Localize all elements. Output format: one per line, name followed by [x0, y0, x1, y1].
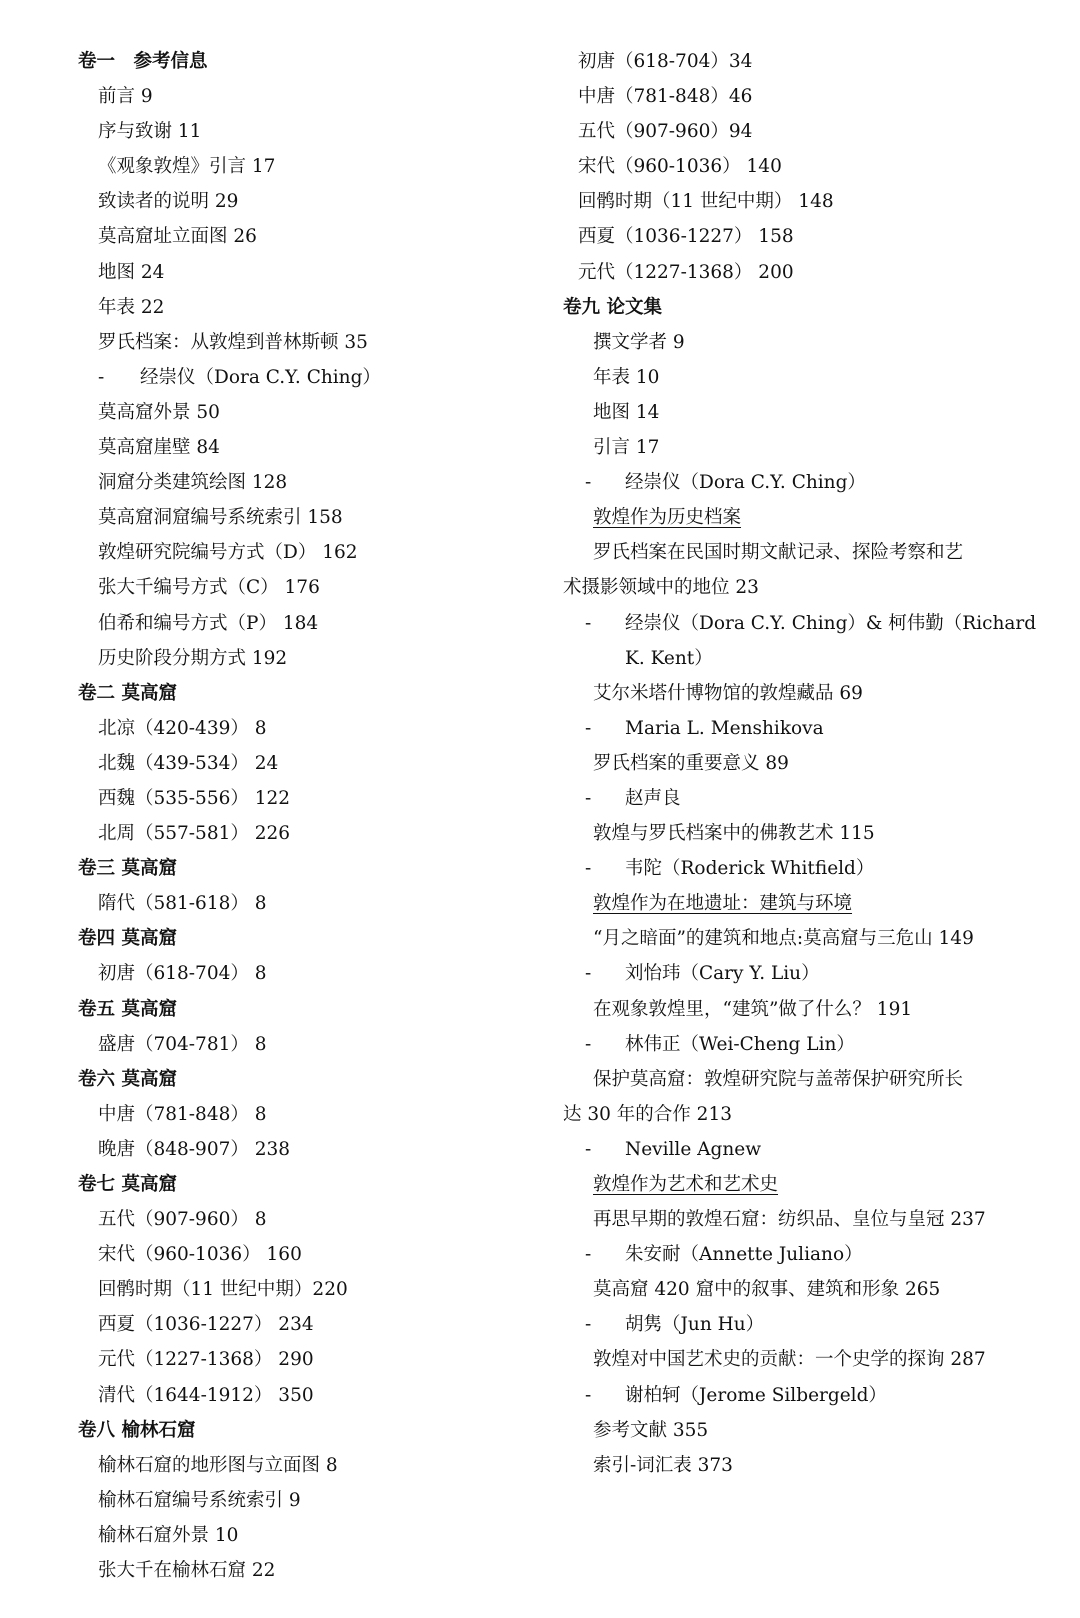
- toc-entry: [78, 1132, 518, 1167]
- toc-entry: [563, 149, 1033, 184]
- author-line: [563, 851, 1033, 886]
- author-dash: -: [585, 1138, 592, 1160]
- author-dash: -: [585, 717, 592, 739]
- toc-entry: [563, 921, 1033, 956]
- toc-entry: [78, 711, 518, 746]
- volume-heading: [78, 676, 518, 711]
- toc-entry-continuation: [563, 1097, 1033, 1132]
- toc-entry: [563, 360, 1033, 395]
- author-line: [563, 956, 1033, 991]
- toc-entry: [78, 184, 518, 219]
- toc-text: 罗氏档案的重要意义 89: [593, 752, 789, 774]
- author-dash: -: [585, 1033, 592, 1055]
- toc-text: 盛唐（704-781） 8: [98, 1033, 267, 1055]
- toc-text: 回鹘时期（11 世纪中期）220: [98, 1279, 348, 1301]
- toc-text: K. Kent）: [625, 647, 713, 669]
- toc-entry: [78, 1342, 518, 1377]
- toc-entry: [563, 44, 1033, 79]
- toc-text: 宋代（960-1036） 160: [98, 1244, 302, 1266]
- toc-text: 敦煌研究院编号方式（D） 162: [98, 542, 358, 564]
- volume-heading: [78, 1413, 518, 1448]
- toc-entry: [563, 676, 1033, 711]
- toc-entry: [78, 79, 518, 114]
- toc-text: 卷九 论文集: [563, 296, 662, 318]
- toc-entry: [78, 149, 518, 184]
- volume-heading: [563, 290, 1033, 325]
- author-dash: -: [98, 366, 105, 388]
- toc-text: 晚唐（848-907） 238: [98, 1138, 291, 1160]
- author-line: [563, 781, 1033, 816]
- toc-entry: [563, 1413, 1033, 1448]
- volume-heading: [78, 851, 518, 886]
- author-line: [563, 606, 1037, 641]
- toc-entry: [563, 535, 1033, 570]
- toc-text: 赵声良: [625, 787, 681, 809]
- toc-text: 刘怡玮（Cary Y. Liu）: [625, 963, 820, 985]
- author-dash: -: [585, 1384, 592, 1406]
- toc-text: 罗氏档案：从敦煌到普林斯顿 35: [98, 331, 368, 353]
- toc-text: 保护莫高窟：敦煌研究院与盖蒂保护研究所长: [593, 1068, 964, 1090]
- toc-text: 中唐（781-848） 8: [98, 1103, 267, 1125]
- toc-text: 序与致谢 11: [98, 121, 202, 143]
- toc-text: 莫高窟洞窟编号系统索引 158: [98, 507, 343, 529]
- toc-text: 林伟正（Wei-Cheng Lin）: [625, 1033, 855, 1055]
- volume-heading: [78, 992, 518, 1027]
- volume-heading: [78, 44, 518, 79]
- toc-text: 地图 14: [593, 401, 660, 423]
- toc-text: 历史阶段分期方式 192: [98, 647, 288, 669]
- author-line: [563, 711, 1033, 746]
- toc-entry: [78, 255, 518, 290]
- toc-text: “月之暗面”的建筑和地点:莫高窟与三危山 149: [593, 928, 974, 950]
- toc-text: 致读者的说明 29: [98, 191, 239, 213]
- toc-text: 北周（557-581） 226: [98, 823, 291, 845]
- toc-entry: [563, 1062, 1033, 1097]
- toc-text: 清代（1644-1912） 350: [98, 1384, 314, 1406]
- volume-heading: [78, 921, 518, 956]
- toc-right-column: [563, 44, 1037, 1483]
- toc-entry: [78, 1483, 518, 1518]
- toc-text: 敦煌作为历史档案: [593, 507, 742, 529]
- toc-text: 榆林石窟编号系统索引 9: [98, 1489, 301, 1511]
- toc-text: 敦煌作为艺术和艺术史: [593, 1174, 779, 1195]
- toc-text: 莫高窟 420 窟中的叙事、建筑和形象 265: [593, 1279, 941, 1301]
- toc-text: 敦煌与罗氏档案中的佛教艺术 115: [593, 823, 875, 845]
- toc-entry: [563, 325, 1033, 360]
- toc-text: 莫高窟崖壁 84: [98, 437, 220, 459]
- author-dash: -: [585, 963, 592, 985]
- author-dash: -: [585, 612, 592, 634]
- toc-entry: [78, 641, 518, 676]
- toc-entry: [78, 290, 518, 325]
- toc-text: 卷四 莫高窟: [78, 928, 177, 950]
- toc-text: 伯希和编号方式（P） 184: [98, 612, 319, 634]
- toc-text: 艾尔米塔什博物馆的敦煌藏品 69: [593, 682, 863, 704]
- toc-entry: [78, 500, 518, 535]
- toc-text: Maria L. Menshikova: [625, 717, 824, 739]
- section-heading: [563, 886, 1033, 921]
- toc-text: 索引-词汇表 373: [593, 1454, 733, 1476]
- toc-text: 年表 22: [98, 296, 165, 318]
- toc-text: 宋代（960-1036） 140: [578, 156, 782, 178]
- toc-text: 谢柏轲（Jerome Silbergeld）: [625, 1384, 887, 1406]
- toc-entry: [78, 1307, 518, 1342]
- toc-entry: [563, 746, 1033, 781]
- toc-entry: [78, 465, 518, 500]
- toc-entry: [563, 1448, 1033, 1483]
- author-line: [78, 360, 518, 395]
- toc-entry: [78, 746, 518, 781]
- toc-entry-continuation: [563, 570, 1033, 605]
- toc-text: Neville Agnew: [625, 1138, 762, 1160]
- toc-entry: [78, 886, 518, 921]
- toc-text: 五代（907-960） 8: [98, 1209, 267, 1231]
- toc-text: 卷八 榆林石窟: [78, 1419, 196, 1441]
- toc-text: 西夏（1036-1227） 158: [578, 226, 794, 248]
- toc-entry-continuation: [563, 641, 1033, 676]
- toc-text: 洞窟分类建筑绘图 128: [98, 472, 288, 494]
- toc-entry: [563, 992, 1033, 1027]
- toc-entry: [563, 430, 1033, 465]
- toc-text: 经崇仪（Dora C.Y. Ching）& 柯伟勤（Richard: [625, 612, 1037, 634]
- toc-text: 引言 17: [593, 437, 660, 459]
- toc-entry: [78, 114, 518, 149]
- toc-text: 撰文学者 9: [593, 331, 685, 353]
- toc-text: 达 30 年的合作 213: [563, 1103, 732, 1125]
- toc-text: 元代（1227-1368） 290: [98, 1349, 314, 1371]
- author-dash: -: [585, 787, 592, 809]
- toc-text: 《观象敦煌》引言 17: [98, 156, 276, 178]
- toc-text: 北凉（420-439） 8: [98, 717, 267, 739]
- toc-entry: [563, 184, 1033, 219]
- toc-entry: [78, 325, 518, 360]
- toc-text: 卷二 莫高窟: [78, 682, 177, 704]
- author-dash: -: [585, 1314, 592, 1336]
- toc-entry: [78, 781, 518, 816]
- toc-text: 卷一 参考信息: [78, 51, 208, 72]
- toc-text: 敦煌对中国艺术史的贡献：一个史学的探询 287: [593, 1349, 986, 1371]
- toc-entry: [78, 1272, 518, 1307]
- toc-entry: [78, 395, 518, 430]
- toc-text: 经崇仪（Dora C.Y. Ching）: [140, 366, 381, 388]
- toc-entry: [78, 535, 518, 570]
- toc-entry: [78, 1097, 518, 1132]
- toc-entry: [563, 114, 1033, 149]
- toc-text: 回鹘时期（11 世纪中期） 148: [578, 191, 834, 213]
- section-heading: [563, 1167, 1033, 1202]
- author-line: [563, 1027, 1033, 1062]
- author-line: [563, 1378, 1033, 1413]
- toc-entry: [563, 79, 1033, 114]
- toc-text: 西魏（535-556） 122: [98, 787, 291, 809]
- section-heading: [563, 500, 1033, 535]
- toc-entry: [563, 816, 1033, 851]
- author-dash: -: [585, 858, 592, 880]
- toc-text: 莫高窟外景 50: [98, 401, 220, 423]
- toc-text: 在观象敦煌里，“建筑”做了什么？ 191: [593, 998, 913, 1020]
- toc-text: 张大千在榆林石窟 22: [98, 1560, 276, 1582]
- author-line: [563, 1237, 1033, 1272]
- toc-text: 卷三 莫高窟: [78, 858, 177, 880]
- toc-text: 隋代（581-618） 8: [98, 893, 267, 915]
- toc-entry: [78, 1518, 518, 1553]
- toc-text: 前言 9: [98, 86, 153, 108]
- toc-text: 朱安耐（Annette Juliano）: [625, 1244, 863, 1266]
- toc-entry: [563, 255, 1033, 290]
- toc-entry: [563, 1272, 1033, 1307]
- toc-entry: [78, 1237, 518, 1272]
- toc-text: 罗氏档案在民国时期文献记录、探险考察和艺: [593, 542, 964, 564]
- toc-entry: [78, 606, 518, 641]
- toc-entry: [78, 1553, 518, 1588]
- toc-entry: [563, 1342, 1033, 1377]
- toc-entry: [78, 430, 518, 465]
- toc-entry: [78, 219, 518, 254]
- toc-text: 卷七 莫高窟: [78, 1174, 177, 1195]
- toc-text: 初唐（618-704）34: [578, 51, 753, 72]
- author-line: [563, 465, 1033, 500]
- toc-text: 张大千编号方式（C） 176: [98, 577, 320, 599]
- toc-text: 韦陀（Roderick Whitfield）: [625, 858, 875, 880]
- volume-heading: [78, 1062, 518, 1097]
- toc-entry: [78, 1448, 518, 1483]
- toc-entry: [78, 1202, 518, 1237]
- toc-text: 初唐（618-704） 8: [98, 963, 267, 985]
- volume-heading: [78, 1167, 518, 1202]
- toc-text: 北魏（439-534） 24: [98, 752, 279, 774]
- toc-entry: [78, 956, 518, 991]
- toc-left-column: [78, 44, 518, 1588]
- toc-text: 地图 24: [98, 261, 165, 283]
- toc-entry: [563, 1202, 1033, 1237]
- toc-entry: [563, 219, 1033, 254]
- toc-text: 西夏（1036-1227） 234: [98, 1314, 314, 1336]
- toc-entry: [78, 1378, 518, 1413]
- toc-text: 敦煌作为在地遗址：建筑与环境: [593, 893, 853, 915]
- toc-text: 卷五 莫高窟: [78, 998, 177, 1020]
- toc-text: 卷六 莫高窟: [78, 1068, 177, 1090]
- author-dash: -: [585, 1244, 592, 1266]
- toc-entry: [78, 570, 518, 605]
- toc-text: 经崇仪（Dora C.Y. Ching）: [625, 472, 866, 494]
- toc-text: 再思早期的敦煌石窟：纺织品、皇位与皇冠 237: [593, 1209, 986, 1231]
- toc-entry: [78, 816, 518, 851]
- toc-text: 术摄影领域中的地位 23: [563, 577, 759, 599]
- toc-entry: [78, 1027, 518, 1062]
- toc-text: 参考文献 355: [593, 1419, 709, 1441]
- toc-entry: [563, 395, 1033, 430]
- toc-text: 五代（907-960）94: [578, 121, 753, 143]
- toc-text: 榆林石窟外景 10: [98, 1524, 239, 1546]
- author-dash: -: [585, 472, 592, 494]
- toc-text: 莫高窟址立面图 26: [98, 226, 257, 248]
- toc-text: 中唐（781-848）46: [578, 86, 753, 108]
- author-line: [563, 1307, 1033, 1342]
- author-line: [563, 1132, 1033, 1167]
- toc-text: 榆林石窟的地形图与立面图 8: [98, 1454, 338, 1476]
- toc-text: 胡隽（Jun Hu）: [625, 1314, 765, 1336]
- toc-text: 年表 10: [593, 366, 660, 388]
- toc-text: 元代（1227-1368） 200: [578, 261, 794, 283]
